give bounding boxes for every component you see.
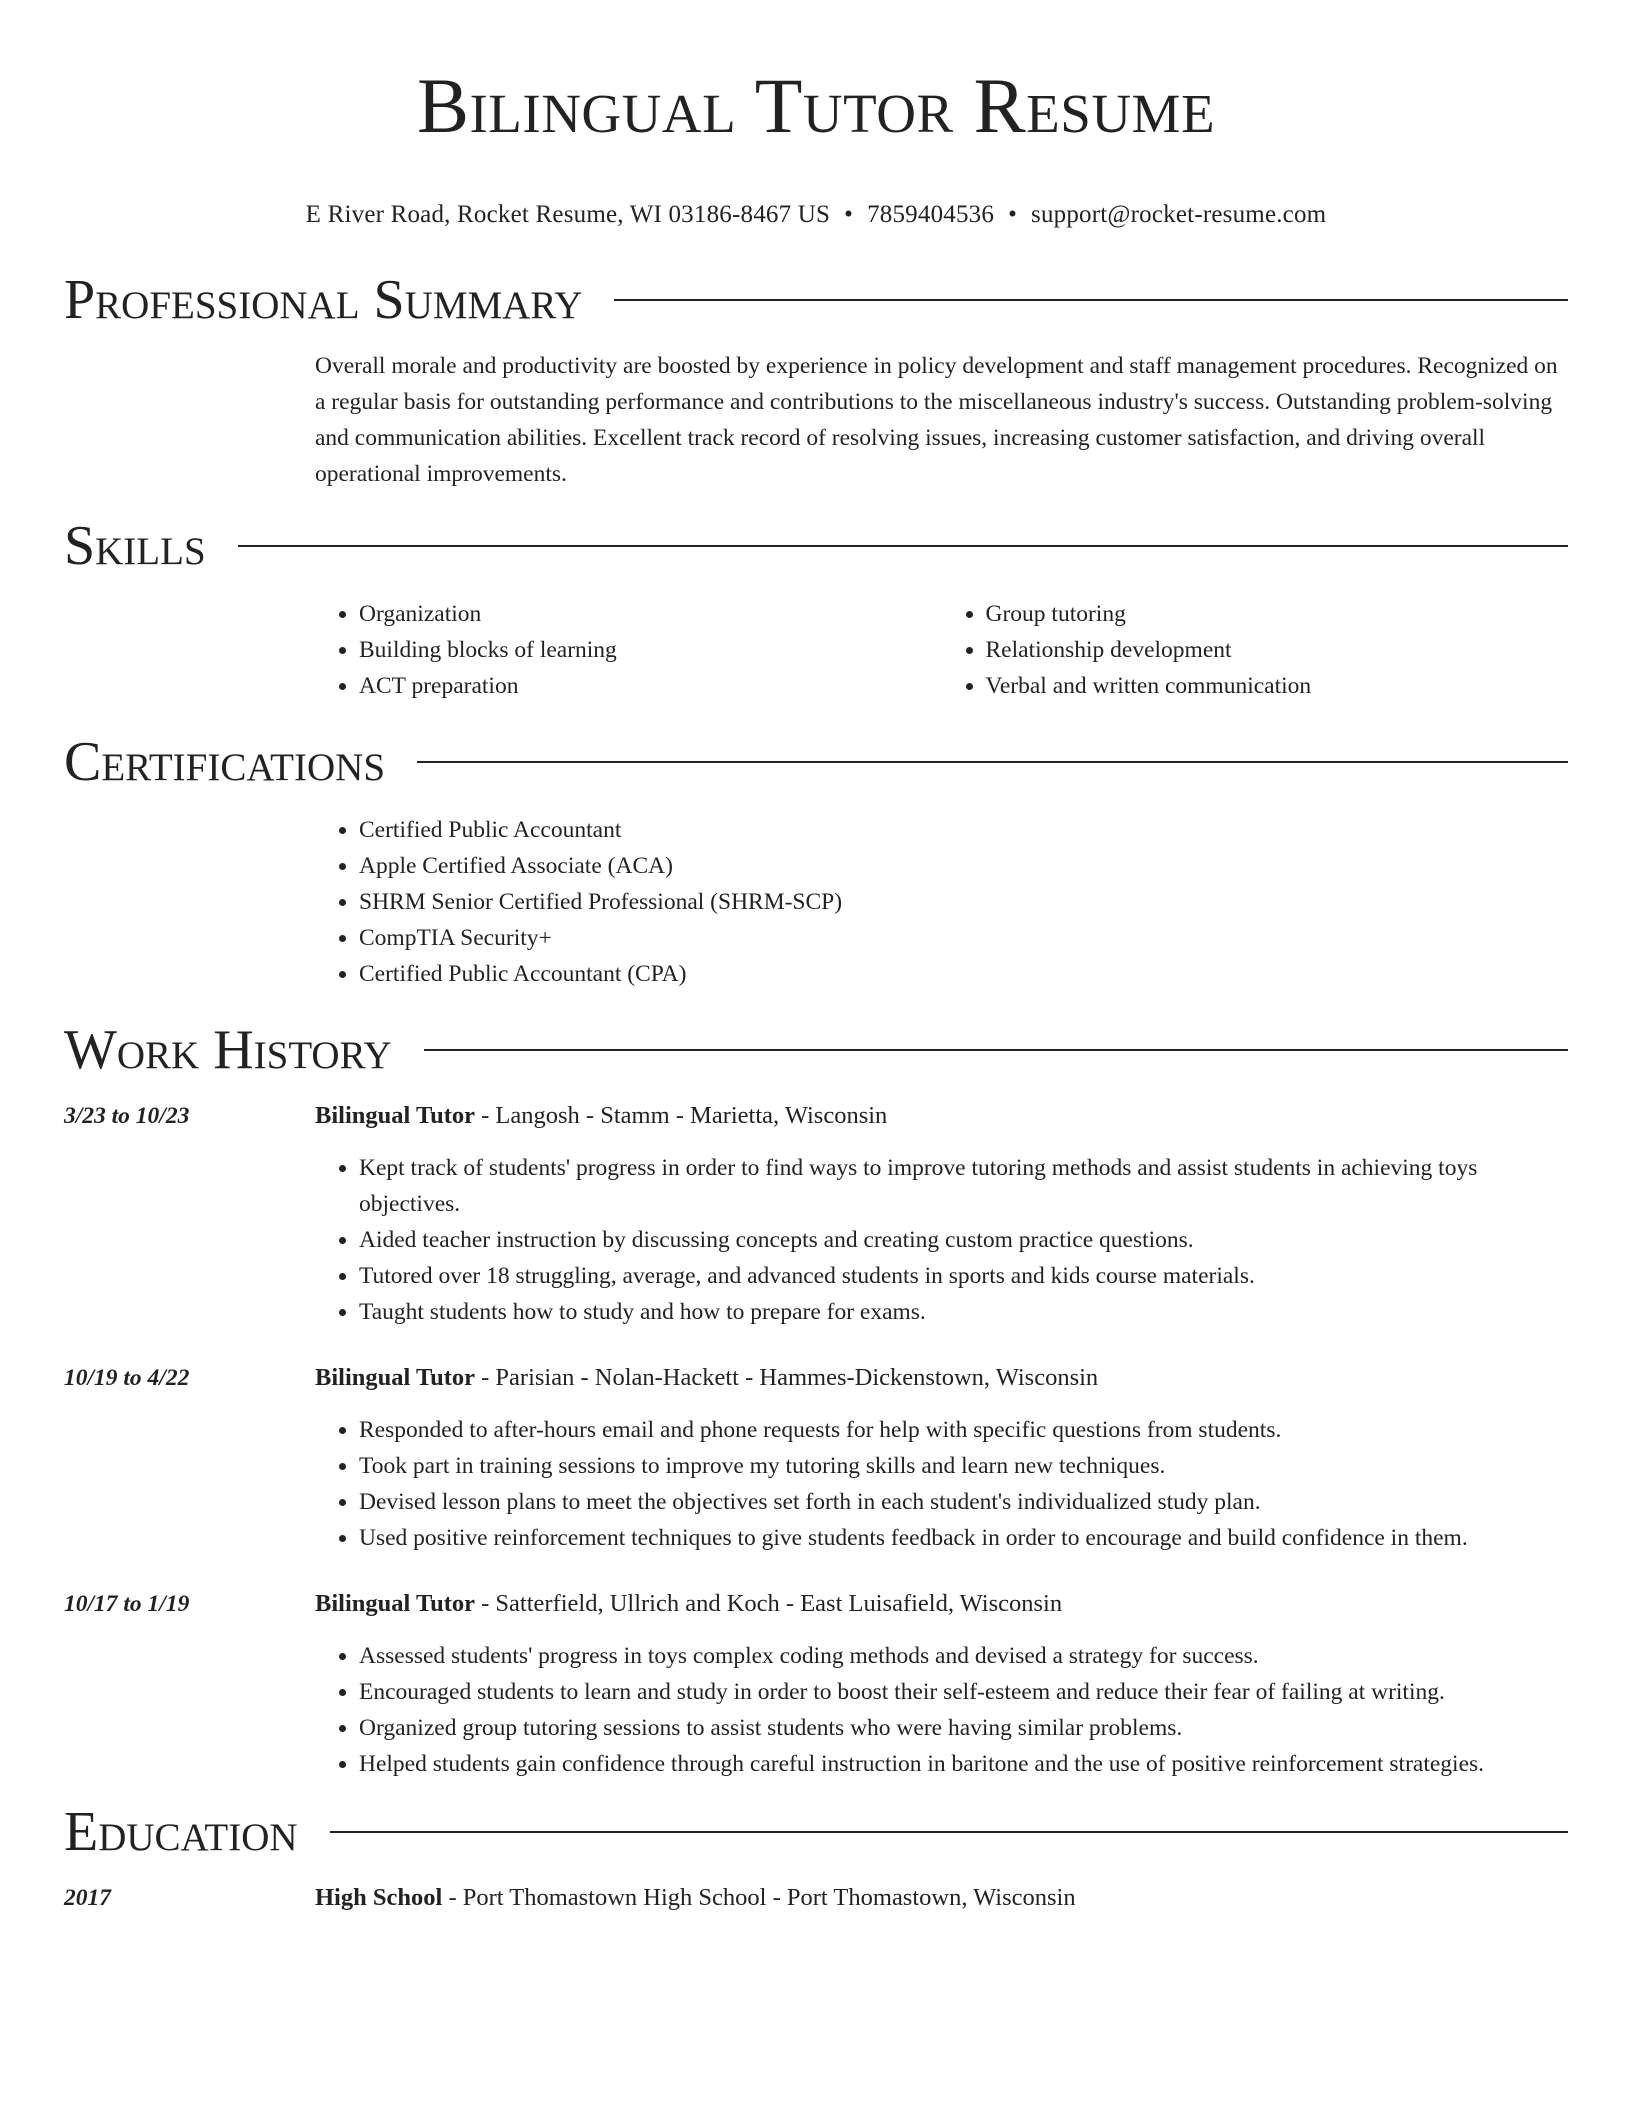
summary-text: Overall morale and productivity are boosted by experience in policy development and staff management procedures. Recognized on a regular basis for outstanding performance and contributions to the miscellaneous industry's success. Outstanding problem-solving and communication abilities. Excellent track record of resolving issues, increasing customer satisfaction, and driving overall operational improvements. [315, 353, 1558, 487]
education-heading: Education [64, 1801, 298, 1863]
certification-item: • SHRM Senior Certified Professional (SHRM-SCP) [359, 884, 1568, 920]
certification-item: • Certified Public Accountant (CPA) [359, 956, 1568, 992]
skill-item: • Building blocks of learning [359, 632, 942, 668]
work-bullet: • Used positive reinforcement techniques to give students feedback in order to encourage and build confidence in them. [359, 1520, 1568, 1556]
contact-separator: • [1008, 201, 1018, 228]
work-bullet: • Took part in training sessions to improve my tutoring skills and learn new techniques. [359, 1448, 1568, 1484]
certifications-section-header [64, 732, 1568, 792]
work-entry [64, 1586, 1568, 1782]
work-bullet: • Helped students gain confidence through careful instruction in baritone and the use of positive reinforcement strategies. [359, 1746, 1568, 1782]
work-detail [315, 1098, 1568, 1330]
skills-section-header [64, 516, 1568, 576]
work-employer: - Langosh - Stamm - Marietta, Wisconsin [475, 1102, 888, 1129]
work-dates: 10/17 to 1/19 [64, 1591, 190, 1617]
education-school: - Port Thomastown High School - Port Thomastown, Wisconsin [442, 1884, 1076, 1911]
education-year: 2017 [64, 1885, 111, 1911]
section-divider [238, 545, 1568, 547]
work-employer: - Satterfield, Ullrich and Koch - East Luisafield, Wisconsin [475, 1590, 1063, 1617]
certifications-bullets [315, 812, 1568, 992]
skill-item: • ACT preparation [359, 668, 942, 704]
work-dates: 10/19 to 4/22 [64, 1365, 190, 1391]
work-bullet: • Organized group tutoring sessions to assist students who were having similar problems. [359, 1710, 1568, 1746]
skill-item: • Organization [359, 596, 942, 632]
certification-item: • Certified Public Accountant [359, 812, 1568, 848]
work-role: Bilingual Tutor [315, 1102, 476, 1129]
work-heading: Work History [64, 1019, 392, 1081]
work-employer: - Parisian - Nolan-Hackett - Hammes-Dickenstown, Wisconsin [475, 1364, 1099, 1391]
contact-address: E River Road, Rocket Resume, WI 03186-8467 US [305, 201, 831, 228]
contact-line [64, 200, 1568, 230]
education-title-line [315, 1880, 1568, 1916]
work-bullet: • Assessed students' progress in toys complex coding methods and devised a strategy for success. [359, 1638, 1568, 1674]
summary-body [315, 348, 1568, 492]
education-entry [64, 1880, 1568, 1916]
skills-column-right [942, 596, 1569, 704]
skill-item: • Group tutoring [986, 596, 1569, 632]
work-role: Bilingual Tutor [315, 1590, 476, 1617]
work-dates: 3/23 to 10/23 [64, 1103, 190, 1129]
work-detail [315, 1586, 1568, 1782]
work-title-line [315, 1360, 1568, 1396]
work-entry [64, 1360, 1568, 1556]
work-role: Bilingual Tutor [315, 1364, 476, 1391]
section-divider [614, 299, 1568, 301]
contact-phone: 7859404536 [867, 201, 995, 228]
skills-list [315, 596, 1568, 704]
work-title-line [315, 1098, 1568, 1134]
work-bullets [315, 1150, 1568, 1330]
work-bullet: • Devised lesson plans to meet the objectives set forth in each student's individualized study plan. [359, 1484, 1568, 1520]
work-detail [315, 1360, 1568, 1556]
skills-heading: Skills [64, 515, 206, 577]
work-bullet: • Kept track of students' progress in order to find ways to improve tutoring methods and assist students in achieving toys objectives. [359, 1150, 1568, 1222]
section-divider [330, 1831, 1568, 1833]
skills-column-left [315, 596, 942, 704]
summary-section-header [64, 270, 1568, 330]
work-bullet: • Encouraged students to learn and study in order to boost their self-esteem and reduce their fear of failing at writing. [359, 1674, 1568, 1710]
resume-page [64, 0, 1568, 1916]
certification-item: • CompTIA Security+ [359, 920, 1568, 956]
education-detail [315, 1880, 1568, 1916]
contact-email: support@rocket-resume.com [1031, 201, 1327, 228]
work-bullet: • Aided teacher instruction by discussing concepts and creating custom practice questions. [359, 1222, 1568, 1258]
education-section-header [64, 1802, 1568, 1862]
section-divider [417, 761, 1568, 763]
work-section-header [64, 1020, 1568, 1080]
work-bullet: • Responded to after-hours email and phone requests for help with specific questions from students. [359, 1412, 1568, 1448]
skill-item: • Verbal and written communication [986, 668, 1569, 704]
contact-separator: • [844, 201, 854, 228]
certification-item: • Apple Certified Associate (ACA) [359, 848, 1568, 884]
certifications-list [315, 812, 1568, 992]
work-entry [64, 1098, 1568, 1330]
work-title-line [315, 1586, 1568, 1622]
certifications-heading: Certifications [64, 731, 386, 793]
skill-item: • Relationship development [986, 632, 1569, 668]
work-bullet: • Taught students how to study and how to prepare for exams. [359, 1294, 1568, 1330]
work-bullet: • Tutored over 18 struggling, average, and advanced students in sports and kids course materials. [359, 1258, 1568, 1294]
work-bullets [315, 1412, 1568, 1556]
section-divider [424, 1049, 1568, 1051]
resume-title: Bilingual Tutor Resume [416, 62, 1216, 149]
work-bullets [315, 1638, 1568, 1782]
education-degree: High School [315, 1884, 443, 1911]
summary-heading: Professional Summary [64, 269, 583, 331]
